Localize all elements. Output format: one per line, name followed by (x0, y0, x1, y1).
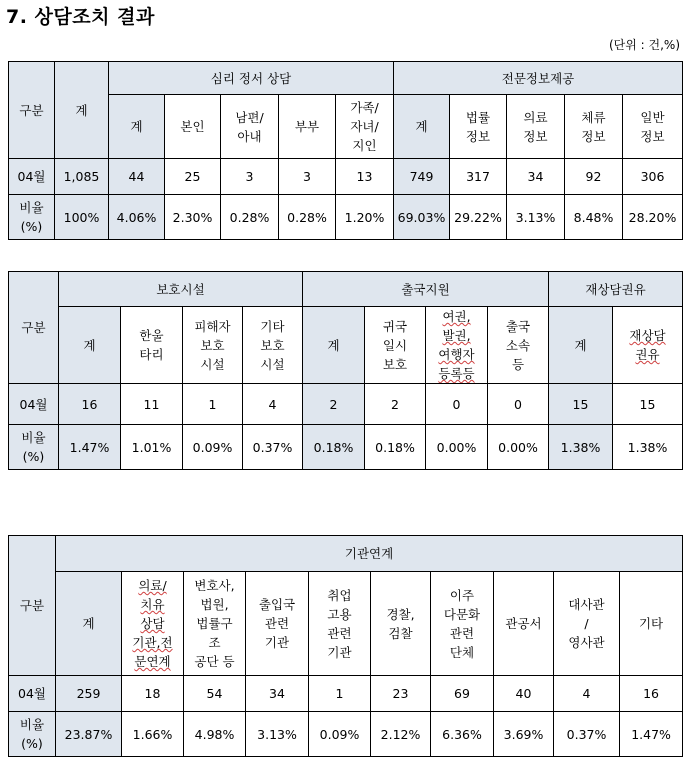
cell: 4.06% (109, 195, 165, 240)
counseling-table-1 (8, 61, 683, 240)
row-label-ratio: 비율 (%) (9, 195, 55, 240)
header-group-link: 기관연계 (56, 536, 683, 572)
col-header: 본인 (165, 95, 221, 159)
table-row (9, 712, 683, 757)
cell: 15 (613, 384, 683, 425)
header-category: 구분 (9, 272, 59, 384)
cell: 0.09% (183, 425, 243, 470)
cell: 69.03% (394, 195, 450, 240)
col-header: 기타 보호 시설 (243, 307, 303, 384)
table-row (9, 676, 683, 712)
header-group-departure: 출국지원 (303, 272, 549, 307)
col-header: 출국 소속 등 (488, 307, 549, 384)
cell: 2.30% (165, 195, 221, 240)
cell: 0.18% (303, 425, 365, 470)
cell: 0.28% (221, 195, 279, 240)
col-header: 계 (56, 572, 122, 676)
col-header: 계 (394, 95, 450, 159)
table-row (9, 159, 683, 195)
col-header: 출입국 관련 기관 (246, 572, 309, 676)
col-header: 관공서 (494, 572, 554, 676)
cell: 0.00% (488, 425, 549, 470)
col-header: 대사관 / 영사관 (554, 572, 620, 676)
cell: 3 (279, 159, 336, 195)
cell: 0.18% (365, 425, 426, 470)
cell: 13 (336, 159, 394, 195)
cell: 29.22% (450, 195, 507, 240)
cell: 1.38% (549, 425, 613, 470)
col-header: 취업 고용 관련 기관 (309, 572, 371, 676)
col-header: 귀국 일시 보호 (365, 307, 426, 384)
cell: 23 (371, 676, 431, 712)
col-header (613, 307, 683, 384)
cell: 317 (450, 159, 507, 195)
cell: 69 (431, 676, 494, 712)
col-header: 계 (549, 307, 613, 384)
cell: 1 (309, 676, 371, 712)
counseling-table-3 (8, 535, 683, 757)
cell: 1.38% (613, 425, 683, 470)
col-header: 계 (109, 95, 165, 159)
cell: 6.36% (431, 712, 494, 757)
col-header: 일반 정보 (623, 95, 683, 159)
cell: 18 (122, 676, 184, 712)
cell: 92 (565, 159, 623, 195)
row-label-month: 04월 (9, 384, 59, 425)
header-category: 구분 (9, 536, 56, 676)
cell: 4.98% (184, 712, 246, 757)
col-header-text: 재상담 권유 (629, 328, 666, 362)
cell: 2 (365, 384, 426, 425)
row-label-ratio: 비율 (%) (9, 425, 59, 470)
cell: 306 (623, 159, 683, 195)
cell: 1.66% (122, 712, 184, 757)
cell: 25 (165, 159, 221, 195)
cell: 34 (507, 159, 565, 195)
cell: 1,085 (55, 159, 109, 195)
cell: 1.20% (336, 195, 394, 240)
unit-note: (단위 : 건,%) (608, 38, 680, 52)
col-header: 남편/ 아내 (221, 95, 279, 159)
cell: 100% (55, 195, 109, 240)
cell: 8.48% (565, 195, 623, 240)
row-label-ratio: 비율 (%) (9, 712, 56, 757)
cell: 4 (243, 384, 303, 425)
cell: 0 (488, 384, 549, 425)
cell: 1.47% (620, 712, 683, 757)
header-group-shelter: 보호시설 (59, 272, 303, 307)
col-header (122, 572, 184, 676)
col-header: 가족/ 자녀/ 지인 (336, 95, 394, 159)
row-label-month: 04월 (9, 159, 55, 195)
cell: 44 (109, 159, 165, 195)
cell: 40 (494, 676, 554, 712)
cell: 1 (183, 384, 243, 425)
header-group-psych: 심리 정서 상담 (109, 62, 394, 95)
col-header: 계 (303, 307, 365, 384)
cell: 0.00% (426, 425, 488, 470)
col-header: 의료 정보 (507, 95, 565, 159)
col-header: 체류 정보 (565, 95, 623, 159)
col-header: 변호사, 법원, 법률구 조 공단 등 (184, 572, 246, 676)
cell: 259 (56, 676, 122, 712)
col-header: 이주 다문화 관련 단체 (431, 572, 494, 676)
cell: 3.13% (507, 195, 565, 240)
header-group-recounsel: 재상담권유 (549, 272, 683, 307)
cell: 15 (549, 384, 613, 425)
table-row (9, 195, 683, 240)
cell: 4 (554, 676, 620, 712)
col-header: 피해자 보호 시설 (183, 307, 243, 384)
row-label-month: 04월 (9, 676, 56, 712)
cell: 0.37% (243, 425, 303, 470)
cell: 2.12% (371, 712, 431, 757)
cell: 54 (184, 676, 246, 712)
cell: 1.47% (59, 425, 121, 470)
cell: 2 (303, 384, 365, 425)
counseling-table-2 (8, 271, 683, 470)
header-category: 구분 (9, 62, 55, 159)
col-header (426, 307, 488, 384)
col-header: 부부 (279, 95, 336, 159)
col-header: 계 (59, 307, 121, 384)
cell: 11 (121, 384, 183, 425)
cell: 34 (246, 676, 309, 712)
col-header: 법률 정보 (450, 95, 507, 159)
cell: 0.28% (279, 195, 336, 240)
cell: 0.37% (554, 712, 620, 757)
page-title: 7. 상담조치 결과 (6, 6, 155, 28)
cell: 16 (620, 676, 683, 712)
cell: 23.87% (56, 712, 122, 757)
table-row (9, 425, 683, 470)
col-header-text: 여권, 발권, 여행자 등록등 (438, 309, 475, 381)
table-row (9, 384, 683, 425)
cell: 1.01% (121, 425, 183, 470)
col-header: 기타 (620, 572, 683, 676)
header-group-info: 전문정보제공 (394, 62, 683, 95)
cell: 16 (59, 384, 121, 425)
header-total: 계 (55, 62, 109, 159)
cell: 0.09% (309, 712, 371, 757)
col-header: 한울 타리 (121, 307, 183, 384)
col-header: 경찰, 검찰 (371, 572, 431, 676)
cell: 0 (426, 384, 488, 425)
cell: 3.13% (246, 712, 309, 757)
col-header-text: 의료/ 치유 상담 기관,전 문연계 (132, 578, 173, 669)
cell: 28.20% (623, 195, 683, 240)
cell: 3 (221, 159, 279, 195)
cell: 3.69% (494, 712, 554, 757)
cell: 749 (394, 159, 450, 195)
